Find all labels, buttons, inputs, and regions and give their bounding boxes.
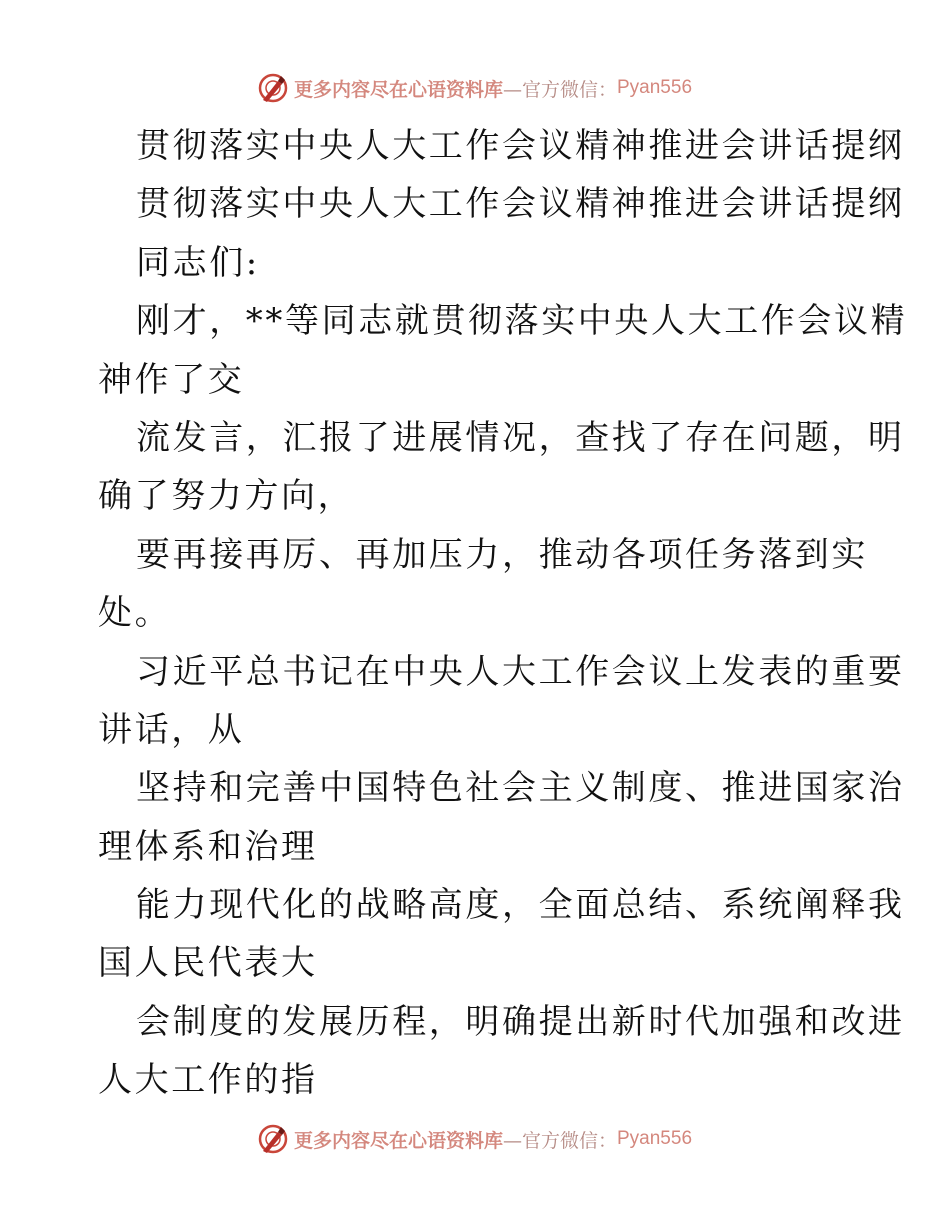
text-line: 要再接再厉、再加压力，推动各项任务落到实 xyxy=(136,534,868,575)
text-line: 流发言，汇报了进展情况，查找了存在问题，明 xyxy=(136,417,905,458)
text-line: 习近平总书记在中央人大工作会议上发表的重要 xyxy=(136,651,905,692)
text-line: 讲话，从 xyxy=(98,709,245,750)
footer-banner xyxy=(0,1121,950,1157)
text-line: 处。 xyxy=(98,593,172,634)
document-body xyxy=(98,117,908,1110)
header-banner xyxy=(0,70,950,106)
pen-logo-icon xyxy=(258,73,288,103)
banner-wechat-id: Pyan556 xyxy=(617,77,693,98)
text-line: 坚持和完善中国特色社会主义制度、推进国家治 xyxy=(136,768,905,809)
banner-suffix-text: —官方微信： xyxy=(502,1129,617,1152)
pen-logo-icon xyxy=(258,1124,288,1154)
text-line: 贯彻落实中央人大工作会议精神推进会讲话提纲 xyxy=(136,126,905,166)
text-line: 确了努力方向， xyxy=(98,476,355,517)
text-line: 会制度的发展历程，明确提出新时代加强和改进 xyxy=(136,1001,905,1042)
banner-main-text: 更多内容尽在心语资料库 xyxy=(293,78,503,101)
text-line: 国人民代表大 xyxy=(98,943,318,984)
text-line: 贯彻落实中央人大工作会议精神推进会讲话提纲 xyxy=(136,184,905,225)
banner-main-text: 更多内容尽在心语资料库 xyxy=(293,1129,503,1152)
text-line: 理体系和治理 xyxy=(98,826,318,867)
banner-wechat-id: Pyan556 xyxy=(617,1128,693,1149)
text-line: 能力现代化的战略高度，全面总结、系统阐释我 xyxy=(136,885,905,926)
text-line: 同志们: xyxy=(136,242,260,283)
text-line: 刚才，**等同志就贯彻落实中央人大工作会议精 xyxy=(136,301,908,342)
text-line: 神作了交 xyxy=(98,359,245,400)
text-line: 人大工作的指 xyxy=(98,1060,318,1101)
banner-suffix-text: —官方微信： xyxy=(502,78,617,101)
